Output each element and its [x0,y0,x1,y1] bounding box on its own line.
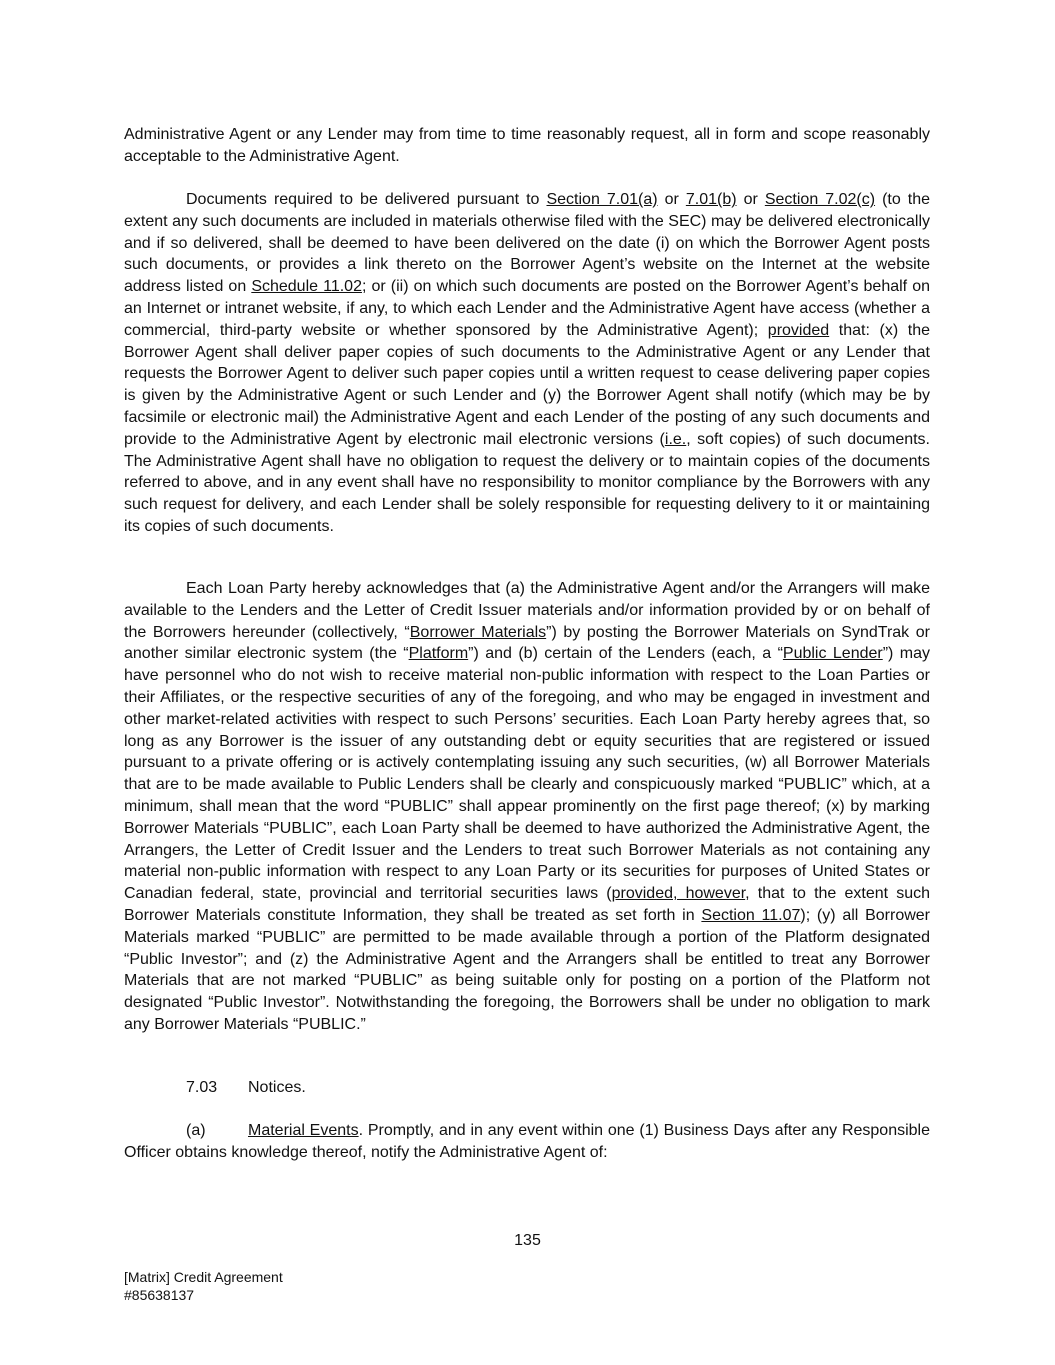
schedule-11-02-reference: Schedule 11.02 [251,278,362,296]
page-number: 135 [514,1232,541,1249]
loan-party-paragraph [124,578,930,1036]
documents-text-6: that: (x) the Borrower Agent shall deliver paper copies of such documents to the Administrative Agent or any Lender that requests the Borrower Agent to deliver such paper copies until a written request to cease delivering paper copies is given by the Administrative Agent or such Lender and (y) the Borrower Agent shall notify (which may be by facsimile or electronic mail) the Administrative Agent and each Lender of the posting of any such documents and provide to the Administrative Agent by electronic mail electronic versions ( [124,321,930,448]
section-7-03-heading [124,1077,930,1099]
loan-party-text-5: , that to the extent such Borrower Materials constitute Information, they shall be treated as set forth in [124,885,931,924]
documents-text-2: or [657,191,686,208]
loan-party-text-1: Each Loan Party hereby acknowledges that (a) the Administrative Agent and/or the Arrangers will make available to the Lenders and the Letter of Credit Issuer materials and/or information provided by or on behalf of the Borrowers hereunder (collectively, “ [124,580,930,641]
documents-text-4: (to the extent any such documents are included in materials otherwise filed with the SEC) may be delivered electronically and if so delivered, shall be deemed to have been delivered on the date (i) on which the Borrower Agent posts such documents, or provides a link thereto on the Borrower Agent’s website on the Internet at the website address listed on [124,191,931,296]
platform-term: Platform [408,645,469,663]
documents-text-7: , soft copies) of such documents. The Administrative Agent shall have no obligation to request the delivery or to maintain copies of the documents referred to above, and in any event shall have no responsibility to monitor compliance by the Borrowers with any such request for delivery, and each Lender shall be solely responsible for requesting delivery to it or maintaining its copies of such documents. [124,430,931,535]
documents-delivery-paragraph [124,189,930,538]
section-title: Notices. [248,1079,306,1096]
section-7-01a-reference: Section 7.01(a) [546,191,658,208]
footer-document-title: [Matrix] Credit Agreement [124,1269,283,1285]
documents-text-3: or [736,191,765,208]
loan-party-text-2: ”) by posting the Borrower Materials on SyndTrak or another similar electronic system (the “ [124,623,930,663]
material-events-paragraph [124,1120,930,1164]
document-footer [124,1268,283,1304]
public-lender-term: Public Lender [782,645,883,663]
loan-party-text-4: ”) may have personnel who do not wish to receive material non-public information with respect to the Loan Parties or their Affiliates, or the respective securities of any of the foregoing, and who may be engaged in investment and other market-related activities with respect to such Persons’ securities. Each Loan Party hereby agrees that, so long as any Borrower is the issuer of any outstanding debt or equity securities that are registered or issued pursuant to a private offering or is actively contemplating issuing any such securities, (w) all Borrower Materials that are to be made available to Public Lenders shall be clearly and conspicuously marked “PUBLIC” which, at a minimum, shall mean that the word “PUBLIC” shall appear prominently on the first page thereof; (x) by marking Borrower Materials “PUBLIC”, each Loan Party shall be deemed to have authorized the Administrative Agent, the Arrangers, the Letter of Credit Issuer and the Lenders to treat such Borrower Materials as not containing any material non-public information with respect to any Loan Party or its securities for purposes of United States or Canadian federal, state, provincial and territorial securities laws ( [124,645,931,903]
footer-document-id: #85638137 [124,1287,195,1303]
section-7-02c-reference: Section 7.02(c) [764,191,876,208]
borrower-materials-term: Borrower Materials [409,623,547,641]
section-11-07-reference: Section 11.07 [701,906,801,924]
loan-party-text-3: ”) and (b) certain of the Lenders (each, a “ [468,645,783,663]
documents-text-5: ; or (ii) on which such documents are posted on the Borrower Agent’s behalf on an Internet or intranet website, if any, to which each Lender and the Administrative Agent have access (whether a commercial, third-party website or whether sponsored by the Administrative Agent); [124,278,930,339]
clause-label: (a) [186,1122,206,1139]
intro-paragraph [124,124,930,168]
documents-text-1: Documents required to be delivered pursuant to [186,191,547,208]
section-number: 7.03 [186,1079,218,1096]
material-events-text: . Promptly, and in any event within one (1) Business Days after any Responsible Officer obtains knowledge thereof, notify the Administrative Agent of: [124,1122,931,1161]
section-7-01b-reference: 7.01(b) [685,191,737,208]
loan-party-text-6: ); (y) all Borrower Materials marked “PUBLIC” are permitted to be made available through a portion of the Platform designated “Public Investor”; and (z) the Administrative Agent and the Arrangers shall be entitled to treat any Borrower Materials that are not marked “PUBLIC” as being suitable only for posting on a portion of the Platform not designated “Public Investor”. Notwithstanding the foregoing, the Borrowers shall be under no obligation to mark any Borrower Materials “PUBLIC.” [124,906,931,1033]
provided-however-term: provided, however [611,885,746,903]
intro-text: Administrative Agent or any Lender may from time to time reasonably request, all in form and scope reasonably acceptable to the Administrative Agent. [124,126,930,165]
ie-term: i.e. [664,430,687,448]
provided-term: provided [767,321,830,339]
material-events-heading: Material Events [248,1122,359,1139]
